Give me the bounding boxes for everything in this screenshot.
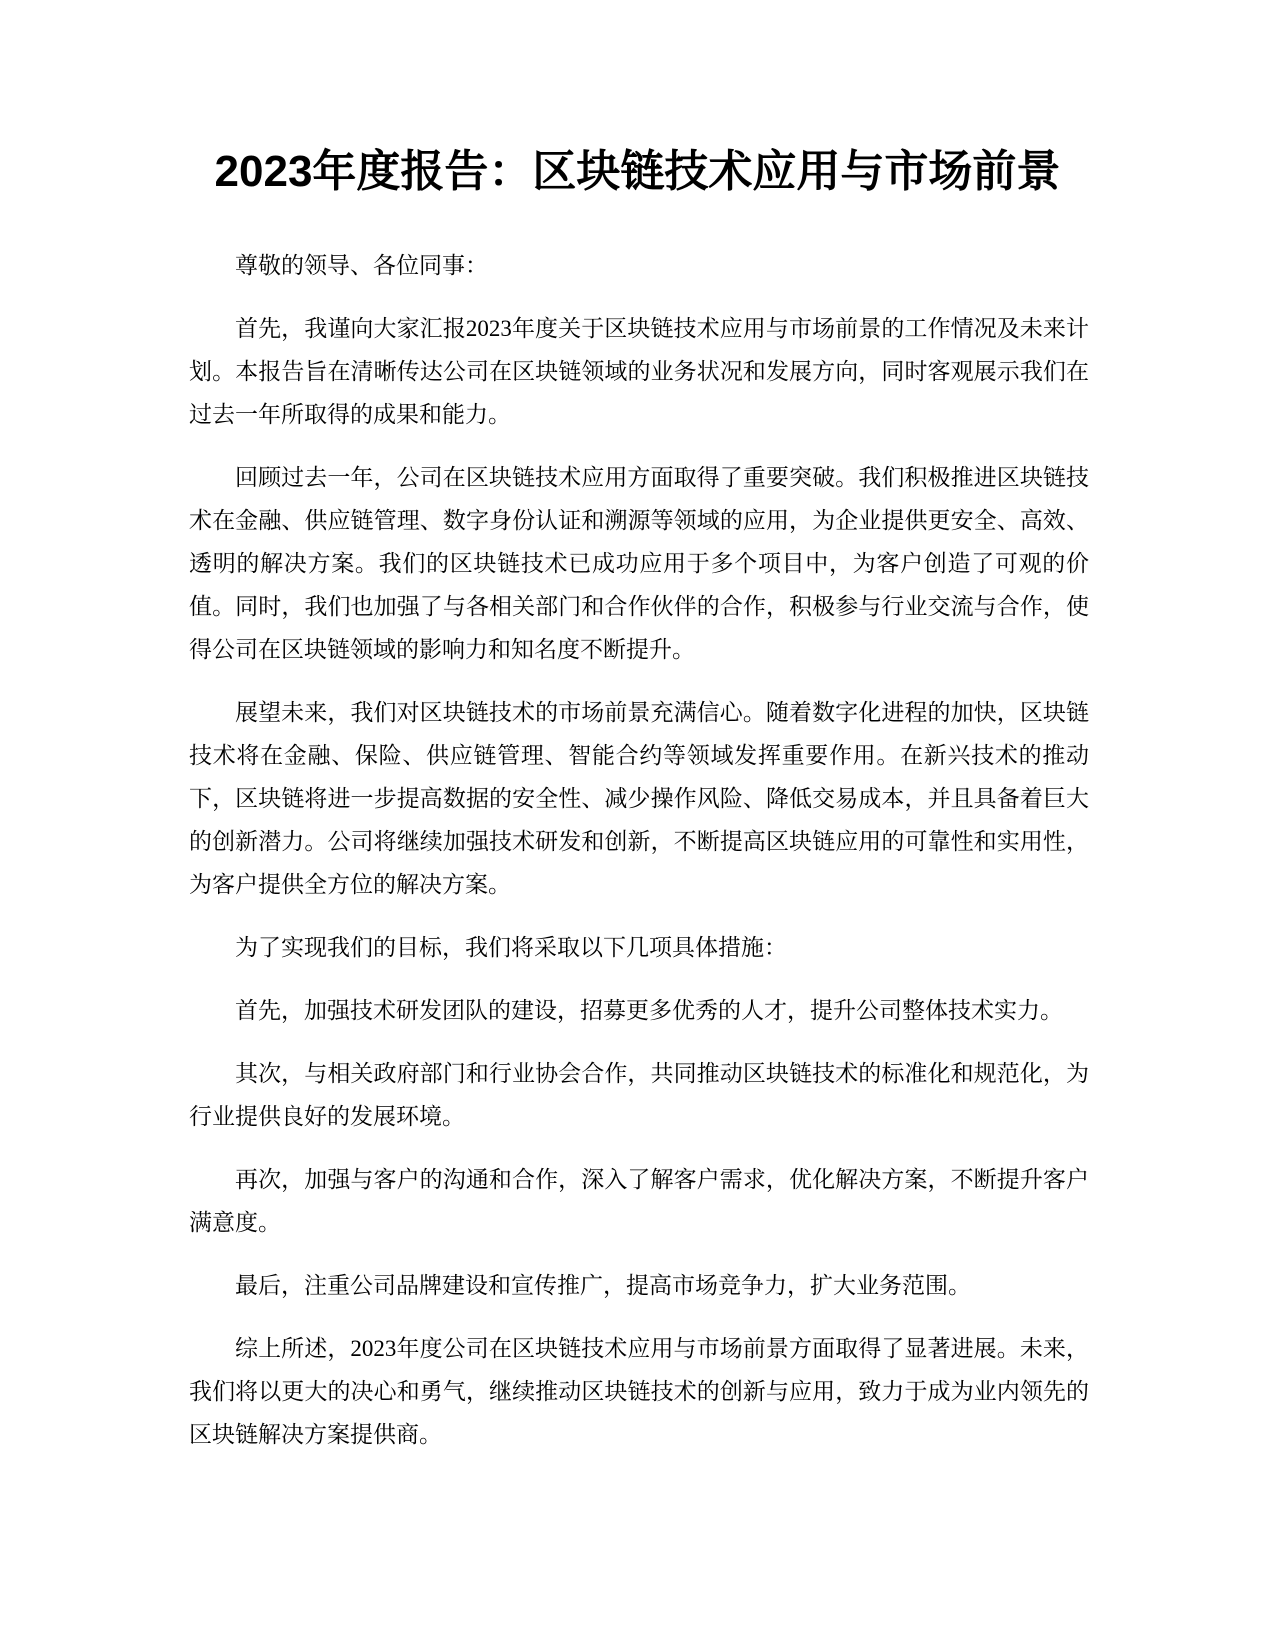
paragraph-review: 回顾过去一年，公司在区块链技术应用方面取得了重要突破。我们积极推进区块链技术在金融、供应链管理、数字身份认证和溯源等领域的应用，为企业提供更安全、高效、透明的解决方案。我们的区块链技术已成功应用于多个项目中，为客户创造了可观的价值。同时，我们也加强了与各相关部门和合作伙伴的合作，积极参与行业交流与合作，使得公司在区块链领域的影响力和知名度不断提升。 [189,465,1089,662]
paragraph-measure-last: 最后，注重公司品牌建设和宣传推广，提高市场竞争力，扩大业务范围。 [235,1273,971,1298]
paragraph-measures-intro: 为了实现我们的目标，我们将采取以下几项具体措施： [235,935,787,960]
paragraph-introduction: 首先，我谨向大家汇报2023年度关于区块链技术应用与市场前景的工作情况及未来计划。本报告旨在清晰传达公司在区块链领域的业务状况和发展方向，同时客观展示我们在过去一年所取得的成果和能力。 [189,316,1089,427]
paragraph-outlook: 展望未来，我们对区块链技术的市场前景充满信心。随着数字化进程的加快，区块链技术将在金融、保险、供应链管理、智能合约等领域发挥重要作用。在新兴技术的推动下，区块链将进一步提高数据的安全性、减少操作风险、降低交易成本，并且具备着巨大的创新潜力。公司将继续加强技术研发和创新，不断提高区块链应用的可靠性和实用性，为客户提供全方位的解决方案。 [189,700,1089,897]
document-body [189,244,1089,1476]
paragraph-measure-second: 其次，与相关政府部门和行业协会合作，共同推动区块链技术的标准化和规范化，为行业提供良好的发展环境。 [189,1061,1089,1129]
paragraph-measure-third: 再次，加强与客户的沟通和合作，深入了解客户需求，优化解决方案，不断提升客户满意度。 [189,1167,1089,1235]
paragraph-measure-first: 首先，加强技术研发团队的建设，招募更多优秀的人才，提升公司整体技术实力。 [235,998,1063,1023]
paragraph-conclusion: 综上所述，2023年度公司在区块链技术应用与市场前景方面取得了显著进展。未来，我们将以更大的决心和勇气，继续推动区块链技术的创新与应用，致力于成为业内领先的区块链解决方案提供商。 [189,1336,1089,1447]
document-title: 2023年度报告：区块链技术应用与市场前景 [214,147,1061,196]
paragraph-salutation: 尊敬的领导、各位同事： [235,253,488,278]
